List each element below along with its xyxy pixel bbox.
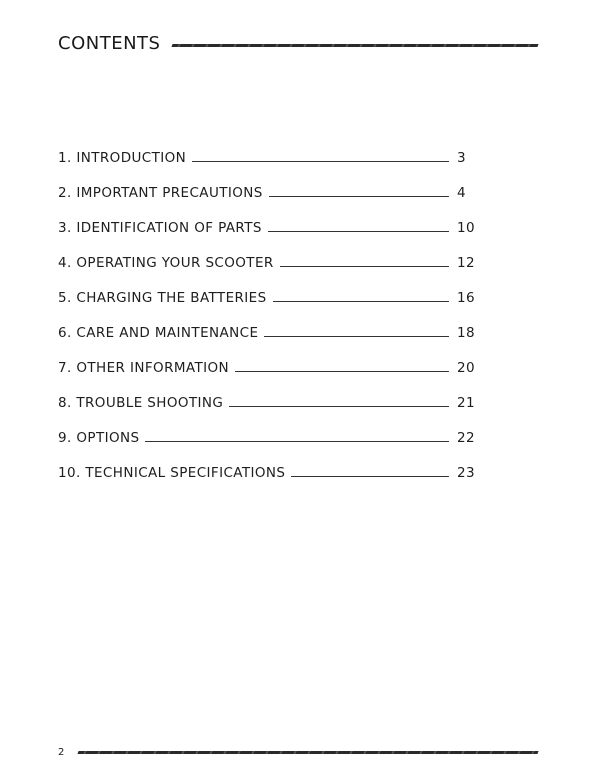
toc-entry-page: 20 — [457, 359, 475, 376]
toc-entry-label: 10. TECHNICAL SPECIFICATIONS — [58, 464, 286, 481]
toc-leader-line — [269, 196, 449, 197]
toc-entry-label: 9. OPTIONS — [58, 429, 140, 446]
toc-entry-label: 2. IMPORTANT PRECAUTIONS — [58, 184, 263, 201]
toc-entry-label: 3. IDENTIFICATION OF PARTS — [58, 219, 262, 236]
toc-leader-line — [229, 406, 449, 407]
toc-leader-line — [273, 301, 449, 302]
toc-leader-line — [192, 161, 449, 162]
toc-entry-label: 7. OTHER INFORMATION — [58, 359, 230, 376]
page-footer — [58, 744, 538, 760]
toc-leader-line — [268, 231, 449, 232]
toc-entry-page: 18 — [457, 324, 475, 341]
page-title: CONTENTS — [58, 32, 161, 54]
toc-entry-label: 5. CHARGING THE BATTERIES — [58, 289, 267, 306]
toc-entry-care-and-maintenance[interactable] — [58, 315, 473, 350]
toc-entry-label: 8. TROUBLE SHOOTING — [58, 394, 224, 411]
toc-entry-page: 23 — [457, 464, 475, 481]
toc-entry-options[interactable] — [58, 420, 473, 455]
toc-entry-technical-specifications[interactable] — [58, 455, 473, 490]
toc-entry-label: 4. OPERATING YOUR SCOOTER — [58, 254, 274, 271]
toc-entry-page: 22 — [457, 429, 475, 446]
toc-entry-page: 21 — [457, 394, 475, 411]
toc-leader-line — [291, 476, 449, 477]
toc-entry-label: 6. CARE AND MAINTENANCE — [58, 324, 259, 341]
toc-entry-page: 16 — [457, 289, 475, 306]
page-number: 2 — [58, 746, 65, 758]
toc-entry-charging-the-batteries[interactable] — [58, 280, 473, 315]
toc-entry-label: 1. INTRODUCTION — [58, 149, 187, 166]
toc-entry-page: 3 — [457, 149, 466, 166]
toc-entry-introduction[interactable] — [58, 140, 473, 175]
toc-leader-line — [145, 441, 449, 442]
table-of-contents — [58, 140, 473, 490]
header-divider — [172, 44, 539, 47]
toc-entry-page: 10 — [457, 219, 475, 236]
toc-entry-important-precautions[interactable] — [58, 175, 473, 210]
toc-entry-other-information[interactable] — [58, 350, 473, 385]
toc-leader-line — [264, 336, 449, 337]
footer-divider — [78, 751, 539, 754]
page-header — [58, 30, 538, 56]
toc-leader-line — [280, 266, 449, 267]
toc-entry-page: 4 — [457, 184, 466, 201]
toc-leader-line — [235, 371, 449, 372]
toc-entry-identification-of-parts[interactable] — [58, 210, 473, 245]
toc-entry-operating-your-scooter[interactable] — [58, 245, 473, 280]
toc-entry-trouble-shooting[interactable] — [58, 385, 473, 420]
toc-entry-page: 12 — [457, 254, 475, 271]
